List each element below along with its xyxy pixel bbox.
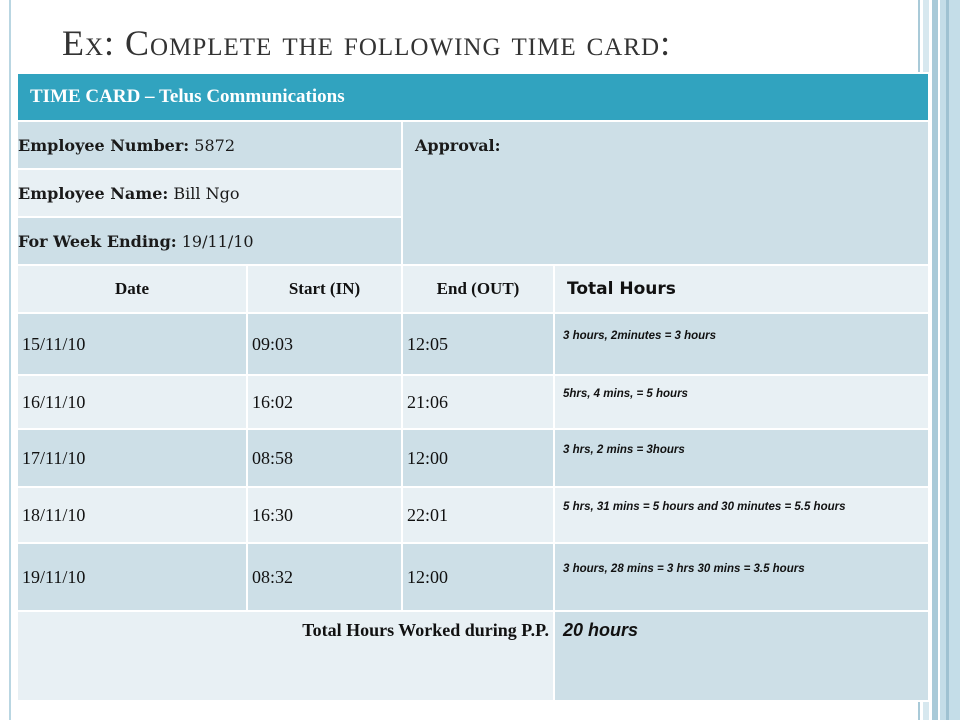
total-hours-label: Total Hours Worked during P.P. bbox=[17, 611, 554, 701]
row-total bbox=[554, 429, 929, 487]
row-total bbox=[554, 375, 929, 429]
employee-number-cell bbox=[17, 121, 402, 169]
row-total-text: 5 hrs, 31 mins = 5 hours and 30 minutes = 5.5 hours bbox=[563, 501, 846, 513]
slide-title: Ex: Complete the following time card: bbox=[62, 23, 672, 63]
employee-number-label: Employee Number: bbox=[18, 135, 190, 155]
table-row bbox=[17, 313, 929, 375]
row-total bbox=[554, 487, 929, 543]
row-total bbox=[554, 313, 929, 375]
row-end: 12:00 bbox=[402, 543, 554, 611]
week-ending-label: For Week Ending: bbox=[18, 231, 177, 251]
table-row bbox=[17, 375, 929, 429]
employee-number-row bbox=[17, 121, 929, 169]
total-hours-value: 20 hours bbox=[554, 611, 929, 701]
row-total-text: 3 hours, 2minutes = 3 hours bbox=[563, 330, 717, 342]
row-end: 12:05 bbox=[402, 313, 554, 375]
approval-label: Approval: bbox=[415, 136, 501, 155]
row-date: 18/11/10 bbox=[17, 487, 247, 543]
table-row bbox=[17, 487, 929, 543]
week-ending-cell bbox=[17, 217, 402, 265]
row-end: 21:06 bbox=[402, 375, 554, 429]
row-start: 09:03 bbox=[247, 313, 402, 375]
time-card-header-row bbox=[17, 73, 929, 121]
approval-cell bbox=[402, 121, 929, 265]
time-card-table bbox=[16, 72, 930, 702]
row-start: 16:30 bbox=[247, 487, 402, 543]
table-row bbox=[17, 543, 929, 611]
column-header-total: Total Hours bbox=[554, 265, 929, 313]
employee-name-label: Employee Name: bbox=[18, 183, 169, 203]
row-start: 08:58 bbox=[247, 429, 402, 487]
row-end: 22:01 bbox=[402, 487, 554, 543]
row-date: 15/11/10 bbox=[17, 313, 247, 375]
table-row bbox=[17, 429, 929, 487]
week-ending-value: 19/11/10 bbox=[181, 231, 254, 251]
right-decoration-bar bbox=[946, 0, 949, 720]
row-total-text: 3 hours, 28 mins = 3 hrs 30 mins = 3.5 hours bbox=[563, 563, 805, 575]
left-border-rule bbox=[9, 0, 11, 720]
row-end: 12:00 bbox=[402, 429, 554, 487]
employee-name-value: Bill Ngo bbox=[173, 183, 240, 203]
row-date: 17/11/10 bbox=[17, 429, 247, 487]
column-header-start: Start (IN) bbox=[247, 265, 402, 313]
row-total bbox=[554, 543, 929, 611]
row-start: 16:02 bbox=[247, 375, 402, 429]
row-total-text: 5hrs, 4 mins, = 5 hours bbox=[563, 388, 688, 400]
time-card-header: TIME CARD – Telus Communications bbox=[17, 73, 929, 121]
right-decoration-bar bbox=[940, 0, 960, 720]
row-date: 19/11/10 bbox=[17, 543, 247, 611]
column-header-date: Date bbox=[17, 265, 247, 313]
column-header-row bbox=[17, 265, 929, 313]
column-header-end: End (OUT) bbox=[402, 265, 554, 313]
employee-name-cell bbox=[17, 169, 402, 217]
employee-number-value: 5872 bbox=[194, 135, 235, 155]
row-total-text: 3 hrs, 2 mins = 3hours bbox=[563, 444, 685, 456]
total-hours-row bbox=[17, 611, 929, 701]
row-date: 16/11/10 bbox=[17, 375, 247, 429]
right-decoration-bar bbox=[932, 0, 938, 720]
row-start: 08:32 bbox=[247, 543, 402, 611]
